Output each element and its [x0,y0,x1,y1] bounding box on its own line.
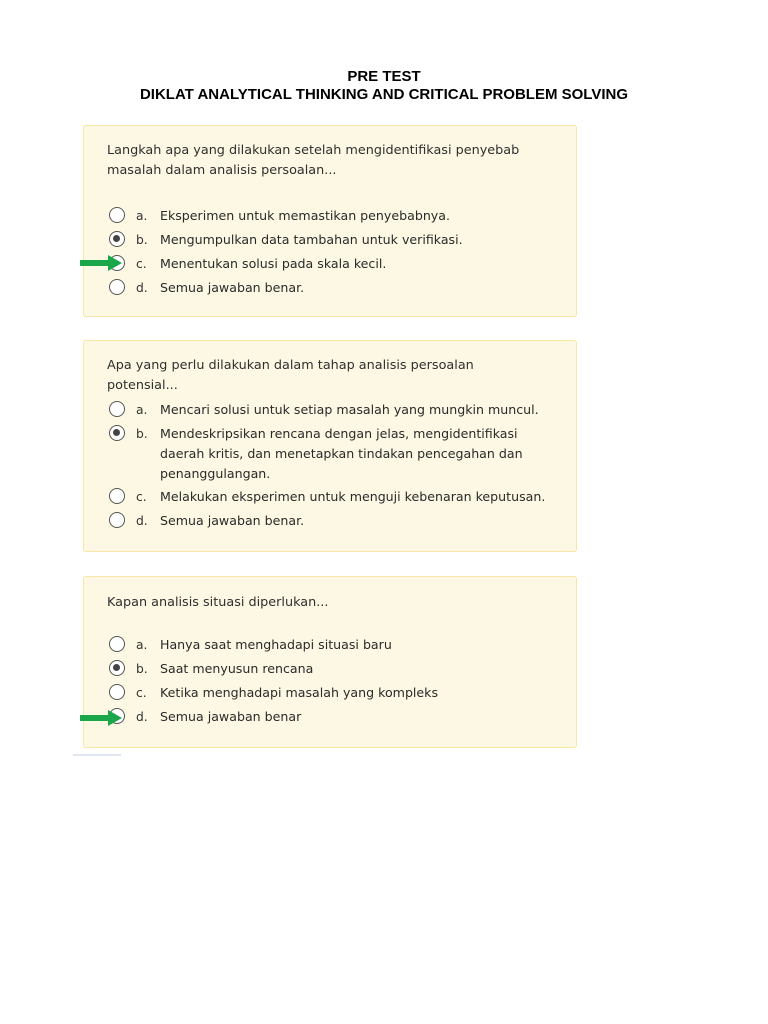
question-card-2 [83,340,577,552]
option-b[interactable] [108,424,562,484]
option-letter: c. [136,257,147,271]
radio-button[interactable] [109,488,125,504]
option-c[interactable] [108,683,562,703]
option-letter: a. [136,209,148,223]
option-text: Menentukan solusi pada skala kecil. [160,256,387,271]
option-text: Melakukan eksperimen untuk menguji kebenaran keputusan. [160,489,546,504]
option-text: Semua jawaban benar. [160,513,305,528]
radio-button[interactable] [109,512,125,528]
arrow-right-icon [80,255,122,271]
option-d[interactable] [108,511,562,531]
option-text: Semua jawaban benar [160,709,302,724]
option-letter: b. [136,427,148,441]
option-b[interactable] [108,230,562,250]
document-title: PRE TEST [347,68,421,85]
question-card-1 [83,125,577,317]
arrow-right-icon [80,710,122,726]
option-letter: c. [136,686,147,700]
option-letter: d. [136,514,148,528]
option-letter: a. [136,638,148,652]
option-letter: d. [136,710,148,724]
option-text: Mencari solusi untuk setiap masalah yang mungkin muncul. [160,402,539,417]
divider [73,754,121,756]
option-d[interactable] [108,278,562,298]
question-card-3 [83,576,577,748]
radio-button[interactable] [109,636,125,652]
option-text: Eksperimen untuk memastikan penyebabnya. [160,208,450,223]
option-d[interactable] [108,707,562,727]
option-text: Ketika menghadapi masalah yang kompleks [160,685,439,700]
option-b[interactable] [108,659,562,679]
radio-button-selected[interactable] [109,425,125,441]
radio-button-selected[interactable] [109,231,125,247]
option-letter: a. [136,403,148,417]
option-c[interactable] [108,254,562,274]
option-letter: b. [136,233,148,247]
option-text: Saat menyusun rencana [160,661,314,676]
option-text: Semua jawaban benar. [160,280,305,295]
option-text: Mendeskripsikan rencana dengan jelas, mengidentifikasi daerah kritis, dan menetapkan tindakan pencegahan dan penanggulangan. [160,426,523,481]
option-a[interactable] [108,400,562,420]
radio-button[interactable] [109,684,125,700]
radio-button[interactable] [109,207,125,223]
radio-button[interactable] [109,401,125,417]
question-text: Kapan analisis situasi diperlukan... [107,595,329,610]
option-c[interactable] [108,487,562,507]
option-letter: b. [136,662,148,676]
option-letter: d. [136,281,148,295]
question-text: Langkah apa yang dilakukan setelah mengidentifikasi penyebab masalah dalam analisis persoalan... [107,143,520,178]
radio-button-selected[interactable] [109,660,125,676]
question-text: Apa yang perlu dilakukan dalam tahap analisis persoalan potensial... [107,358,474,393]
option-a[interactable] [108,635,562,655]
option-a[interactable] [108,206,562,226]
option-text: Hanya saat menghadapi situasi baru [160,637,392,652]
option-text: Mengumpulkan data tambahan untuk verifikasi. [160,232,463,247]
document-subtitle: DIKLAT ANALYTICAL THINKING AND CRITICAL PROBLEM SOLVING [139,86,629,103]
radio-button[interactable] [109,279,125,295]
option-letter: c. [136,490,147,504]
